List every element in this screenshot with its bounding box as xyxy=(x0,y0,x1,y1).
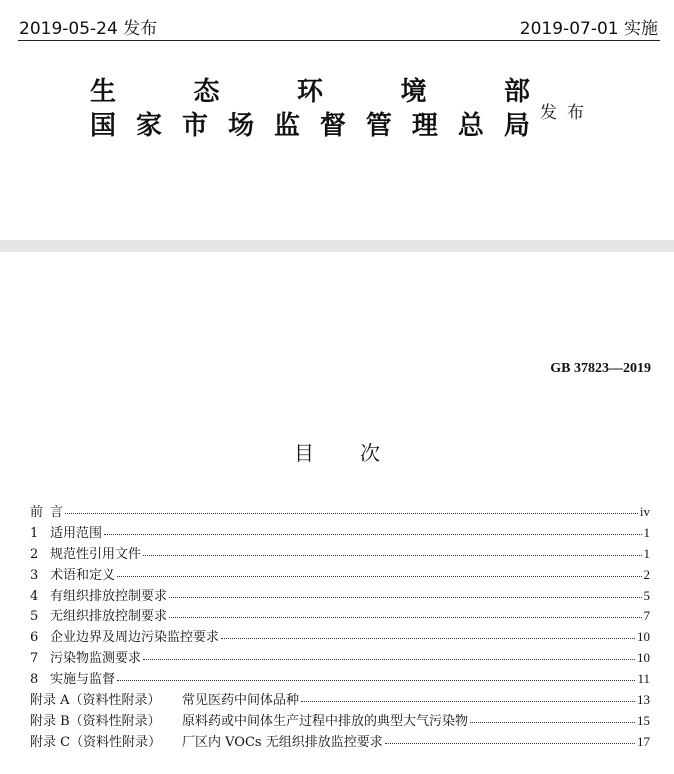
toc-leader-dots xyxy=(221,637,635,639)
toc-entry-title xyxy=(30,668,115,687)
toc-leader-dots xyxy=(65,512,638,514)
toc-page-number: 11 xyxy=(637,671,650,687)
toc-entry-label: 常见医药中间体品种 xyxy=(182,693,300,709)
issuer-line-1 xyxy=(90,76,530,110)
toc-page-number: 2 xyxy=(643,566,650,582)
toc-appendix-row[interactable] xyxy=(30,710,650,731)
toc-entry-number: 4 xyxy=(30,588,39,604)
toc-entry-label: 厂区内 VOCs 无组织排放监控要求 xyxy=(182,734,383,750)
toc-entry-title xyxy=(30,689,299,708)
toc-entry-label: 适用范围 xyxy=(50,525,103,541)
toc-entry-number: 6 xyxy=(30,630,39,646)
toc-entry-label: 原料药或中间体生产过程中排放的典型大气污染物 xyxy=(182,713,469,729)
toc-appendix-row[interactable] xyxy=(30,689,650,710)
issuer-char: 境 xyxy=(400,77,427,107)
toc-page-number: 13 xyxy=(637,692,650,708)
toc-entry-number: 1 xyxy=(30,525,39,541)
toc-leader-dots xyxy=(301,700,635,702)
standard-number: GB 37823—2019 xyxy=(550,361,651,376)
toc-entry-number: 3 xyxy=(30,567,39,583)
toc-leader-dots xyxy=(169,596,641,598)
toc-entry-number: 2 xyxy=(30,546,39,562)
implement-date: 2019-07-01 实施 xyxy=(519,19,658,39)
toc-entry-label: 污染物监测要求 xyxy=(50,651,142,667)
toc-row[interactable] xyxy=(30,626,650,647)
toc-row[interactable] xyxy=(30,647,650,668)
issuer-char: 理 xyxy=(411,111,438,141)
toc-entry-title xyxy=(30,564,115,583)
toc-entry-label: 无组织排放控制要求 xyxy=(50,609,168,625)
issuer-char: 督 xyxy=(319,111,346,141)
table-of-contents xyxy=(30,501,650,752)
toc-row[interactable] xyxy=(30,564,650,585)
toc-entry-label: 言 xyxy=(50,505,64,520)
toc-leader-dots xyxy=(117,575,641,577)
publish-date: 2019-05-24 发布 xyxy=(19,19,158,39)
header xyxy=(0,0,674,44)
toc-leader-dots xyxy=(470,721,635,723)
issuer-char: 监 xyxy=(273,111,300,141)
toc-entry-label: 实施与监督 xyxy=(50,672,116,688)
publish-label: 发布 xyxy=(540,103,594,123)
toc-entry-number: 附录 C（资料性附录） xyxy=(30,734,162,750)
toc-entry-title xyxy=(30,626,219,645)
issuer-line-2 xyxy=(90,110,530,144)
toc-entry-title xyxy=(30,605,167,624)
toc-entry-title xyxy=(30,710,468,729)
toc-leader-dots xyxy=(143,658,635,660)
toc-page-number: 7 xyxy=(643,608,650,624)
issuer-char: 部 xyxy=(503,77,530,107)
toc-leader-dots xyxy=(117,679,635,681)
issuer-char: 环 xyxy=(296,77,323,107)
toc-entry-number: 附录 B（资料性附录） xyxy=(30,713,161,729)
toc-leader-dots xyxy=(104,533,641,535)
toc-entry-title xyxy=(30,731,383,750)
issuing-authorities xyxy=(90,76,530,144)
toc-page-number: 10 xyxy=(637,629,650,645)
toc-entry-number: 8 xyxy=(30,672,39,688)
toc-entry-title xyxy=(30,543,141,562)
toc-title: 目次 xyxy=(294,441,426,465)
toc-leader-dots xyxy=(385,742,635,744)
issuer-char: 管 xyxy=(365,111,392,141)
toc-entry-number: 7 xyxy=(30,651,39,667)
header-rule xyxy=(18,40,660,41)
toc-page-number: 1 xyxy=(643,524,650,540)
issuer-char: 态 xyxy=(193,77,220,107)
toc-row[interactable] xyxy=(30,605,650,626)
toc-page-number: 1 xyxy=(643,545,650,561)
toc-page-number: 17 xyxy=(637,733,650,749)
toc-entry-number: 5 xyxy=(30,609,39,625)
toc-entry-label: 规范性引用文件 xyxy=(50,546,142,562)
issuer-char: 家 xyxy=(135,111,162,141)
issuer-char: 总 xyxy=(457,111,484,141)
toc-entry-label: 术语和定义 xyxy=(50,567,116,583)
toc-page-number: 15 xyxy=(637,712,650,728)
toc-row[interactable] xyxy=(30,668,650,689)
toc-page-number: 5 xyxy=(643,587,650,603)
toc-entry-number: 前 xyxy=(30,505,44,520)
toc-row[interactable] xyxy=(30,522,650,543)
toc-entry-title xyxy=(30,647,141,666)
toc-appendix-row[interactable] xyxy=(30,731,650,752)
issuer-char: 国 xyxy=(90,111,117,141)
toc-entry-label: 有组织排放控制要求 xyxy=(50,588,168,604)
toc-row[interactable] xyxy=(30,585,650,606)
separator-band xyxy=(0,240,674,252)
issuer-char: 生 xyxy=(90,77,117,107)
toc-leader-dots xyxy=(143,554,641,556)
toc-entry-number: 附录 A（资料性附录） xyxy=(30,693,161,709)
toc-row[interactable] xyxy=(30,543,650,564)
toc-entry-label: 企业边界及周边污染监控要求 xyxy=(50,630,220,646)
toc-row[interactable] xyxy=(30,501,650,522)
toc-entry-title xyxy=(30,522,102,541)
toc-entry-title xyxy=(30,585,167,604)
issuer-char: 市 xyxy=(181,111,208,141)
issuer-char: 局 xyxy=(503,111,530,141)
toc-page-number: iv xyxy=(639,504,650,519)
toc-page-number: 10 xyxy=(637,650,650,666)
issuer-char: 场 xyxy=(227,111,254,141)
toc-entry-title xyxy=(30,501,63,520)
toc-leader-dots xyxy=(169,616,641,618)
